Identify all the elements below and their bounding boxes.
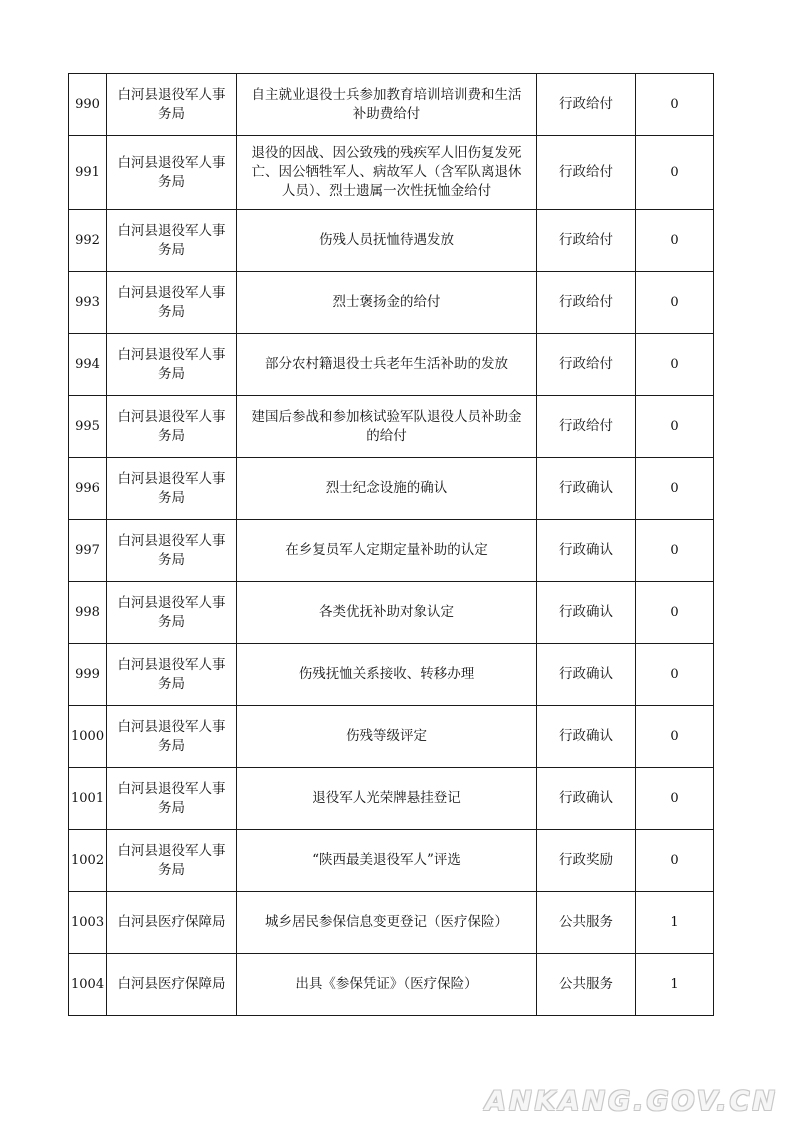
flag-cell: 0	[636, 768, 714, 830]
table-row	[69, 458, 714, 520]
row-number: 991	[69, 136, 107, 210]
department-cell: 白河县退役军人事务局	[107, 396, 237, 458]
item-name-cell: 出具《参保凭证》（医疗保险）	[237, 954, 537, 1016]
item-name-cell: 城乡居民参保信息变更登记（医疗保险）	[237, 892, 537, 954]
table-row	[69, 830, 714, 892]
item-name-cell: 退役的因战、因公致残的残疾军人旧伤复发死亡、因公牺牲军人、病故军人（含军队离退休人员）、烈士遗属一次性抚恤金给付	[237, 136, 537, 210]
item-name-cell: 各类优抚补助对象认定	[237, 582, 537, 644]
row-number: 1002	[69, 830, 107, 892]
flag-cell: 0	[636, 830, 714, 892]
item-type-cell: 行政奖励	[537, 830, 636, 892]
row-number: 1000	[69, 706, 107, 768]
table-row	[69, 136, 714, 210]
table-row	[69, 582, 714, 644]
item-name-cell: “陕西最美退役军人”评选	[237, 830, 537, 892]
item-type-cell: 行政确认	[537, 582, 636, 644]
flag-cell: 0	[636, 644, 714, 706]
item-type-cell: 行政确认	[537, 644, 636, 706]
services-table	[68, 73, 714, 1016]
department-cell: 白河县退役军人事务局	[107, 644, 237, 706]
department-cell: 白河县退役军人事务局	[107, 210, 237, 272]
site-watermark: ANKANG.GOV.CN	[485, 1086, 778, 1117]
row-number: 990	[69, 74, 107, 136]
row-number: 996	[69, 458, 107, 520]
department-cell: 白河县退役军人事务局	[107, 334, 237, 396]
item-name-cell: 建国后参战和参加核试验军队退役人员补助金的给付	[237, 396, 537, 458]
department-cell: 白河县退役军人事务局	[107, 520, 237, 582]
table-row	[69, 706, 714, 768]
flag-cell: 1	[636, 892, 714, 954]
item-name-cell: 在乡复员军人定期定量补助的认定	[237, 520, 537, 582]
flag-cell: 0	[636, 210, 714, 272]
department-cell: 白河县退役军人事务局	[107, 136, 237, 210]
table-row	[69, 768, 714, 830]
item-type-cell: 行政给付	[537, 396, 636, 458]
row-number: 999	[69, 644, 107, 706]
flag-cell: 0	[636, 706, 714, 768]
row-number: 995	[69, 396, 107, 458]
item-type-cell: 行政给付	[537, 210, 636, 272]
item-type-cell: 行政给付	[537, 272, 636, 334]
table-row	[69, 210, 714, 272]
department-cell: 白河县退役军人事务局	[107, 582, 237, 644]
table-row	[69, 74, 714, 136]
table-row	[69, 644, 714, 706]
table-row	[69, 396, 714, 458]
department-cell: 白河县退役军人事务局	[107, 74, 237, 136]
table-row	[69, 334, 714, 396]
item-type-cell: 行政确认	[537, 458, 636, 520]
item-name-cell: 伤残等级评定	[237, 706, 537, 768]
item-type-cell: 公共服务	[537, 954, 636, 1016]
item-name-cell: 烈士褒扬金的给付	[237, 272, 537, 334]
table-row	[69, 954, 714, 1016]
flag-cell: 0	[636, 582, 714, 644]
table-row	[69, 520, 714, 582]
item-type-cell: 公共服务	[537, 892, 636, 954]
table-row	[69, 272, 714, 334]
item-name-cell: 自主就业退役士兵参加教育培训培训费和生活补助费给付	[237, 74, 537, 136]
flag-cell: 0	[636, 396, 714, 458]
department-cell: 白河县退役军人事务局	[107, 706, 237, 768]
department-cell: 白河县医疗保障局	[107, 954, 237, 1016]
department-cell: 白河县退役军人事务局	[107, 458, 237, 520]
item-type-cell: 行政确认	[537, 706, 636, 768]
item-name-cell: 退役军人光荣牌悬挂登记	[237, 768, 537, 830]
item-type-cell: 行政给付	[537, 74, 636, 136]
flag-cell: 0	[636, 458, 714, 520]
item-name-cell: 部分农村籍退役士兵老年生活补助的发放	[237, 334, 537, 396]
flag-cell: 0	[636, 520, 714, 582]
row-number: 994	[69, 334, 107, 396]
department-cell: 白河县退役军人事务局	[107, 830, 237, 892]
item-name-cell: 伤残人员抚恤待遇发放	[237, 210, 537, 272]
item-name-cell: 烈士纪念设施的确认	[237, 458, 537, 520]
table-row	[69, 892, 714, 954]
row-number: 998	[69, 582, 107, 644]
row-number: 1004	[69, 954, 107, 1016]
flag-cell: 1	[636, 954, 714, 1016]
item-name-cell: 伤残抚恤关系接收、转移办理	[237, 644, 537, 706]
flag-cell: 0	[636, 272, 714, 334]
flag-cell: 0	[636, 334, 714, 396]
item-type-cell: 行政确认	[537, 768, 636, 830]
flag-cell: 0	[636, 74, 714, 136]
item-type-cell: 行政确认	[537, 520, 636, 582]
flag-cell: 0	[636, 136, 714, 210]
item-type-cell: 行政给付	[537, 334, 636, 396]
department-cell: 白河县医疗保障局	[107, 892, 237, 954]
item-type-cell: 行政给付	[537, 136, 636, 210]
department-cell: 白河县退役军人事务局	[107, 272, 237, 334]
department-cell: 白河县退役军人事务局	[107, 768, 237, 830]
row-number: 997	[69, 520, 107, 582]
row-number: 1001	[69, 768, 107, 830]
row-number: 1003	[69, 892, 107, 954]
row-number: 992	[69, 210, 107, 272]
row-number: 993	[69, 272, 107, 334]
